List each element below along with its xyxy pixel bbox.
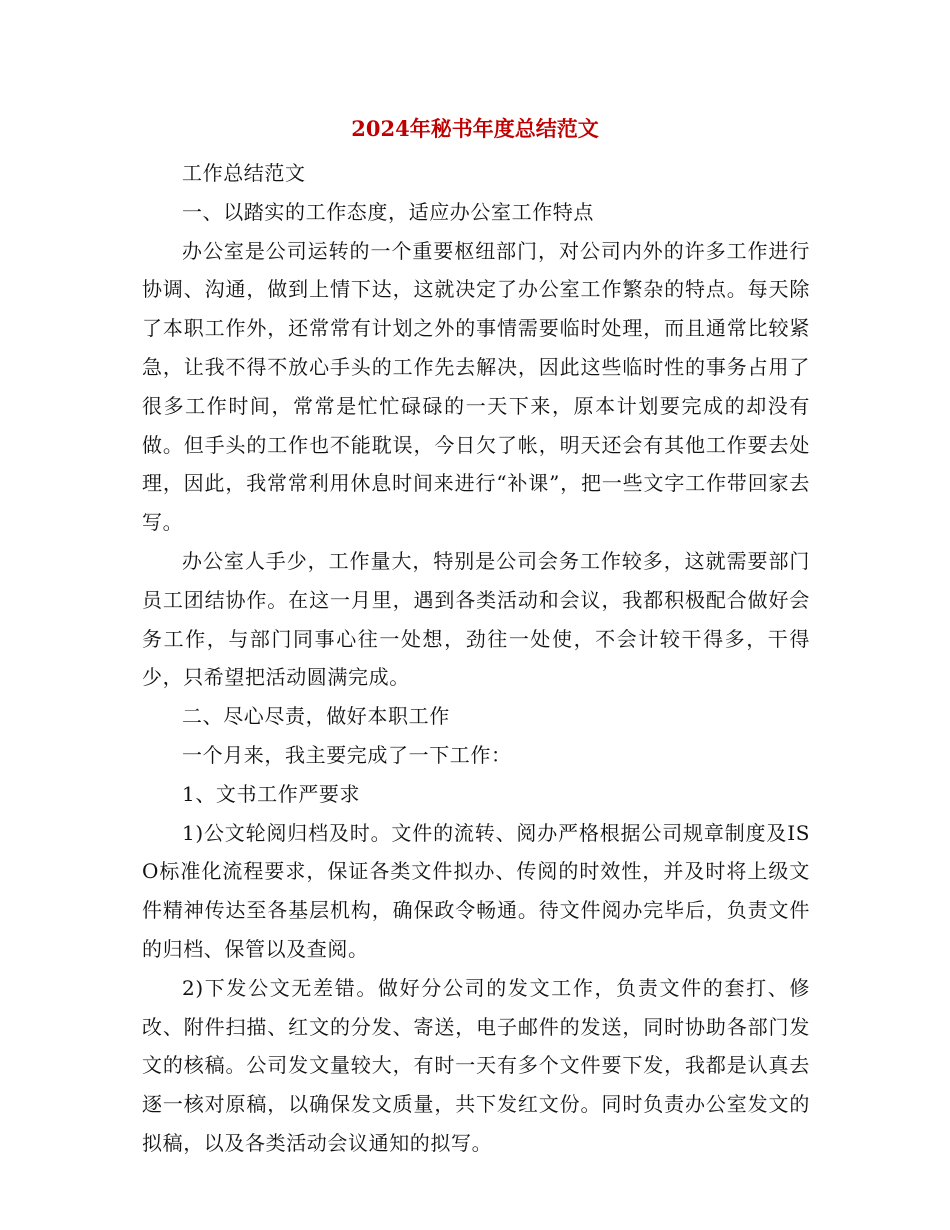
document-title: 2024年秘书年度总结范文 [351, 116, 599, 141]
document-body [142, 154, 810, 1163]
paragraph-9: 2)下发公文无差错。做好分公司的发文工作，负责文件的套打、修改、附件扫描、红文的分发、寄送，电子邮件的发送，同时协助各部门发文的核稿。公司发文量较大，有时一天有多个文件要下发，我都是认真去逐一核对原稿，以确保发文质量，共下发红文份。同时负责办公室发文的拟稿，以及各类活动会议通知的拟写。 [142, 975, 810, 1155]
paragraph-1: 工作总结范文 [182, 161, 306, 185]
subsection-heading-1: 1、文书工作严要求 [182, 781, 361, 806]
paragraph-8: 1)公文轮阅归档及时。文件的流转、阅办严格根据公司规章制度及ISO标准化流程要求，保证各类文件拟办、传阅的时效性，并及时将上级文件精神传达至各基层机构，确保政令畅通。待文件阅办完毕后，负责文件的归档、保管以及查阅。 [142, 820, 810, 961]
paragraph-3: 办公室是公司运转的一个重要枢纽部门，对公司内外的许多工作进行协调、沟通，做到上情下达，这就决定了办公室工作繁杂的特点。每天除了本职工作外，还常常有计划之外的事情需要临时处理，而且通常比较紧急，让我不得不放心手头的工作先去解决，因此这些临时性的事务占用了很多工作时间，常常是忙忙碌碌的一天下来，原本计划要完成的却没有做。但手头的工作也不能耽误，今日欠了帐，明天还会有其他工作要去处理，因此，我常常利用休息时间来进行“补课”，把一些文字工作带回家去写。 [142, 238, 810, 535]
paragraph-4: 办公室人手少，工作量大，特别是公司会务工作较多，这就需要部门员工团结协作。在这一月里，遇到各类活动和会议，我都积极配合做好会务工作，与部门同事心往一处想，劲往一处使，不会计较干得多，干得少，只希望把活动圆满完成。 [142, 548, 810, 690]
section-heading-2: 二、尽心尽责，做好本职工作 [182, 704, 450, 729]
section-heading-1: 一、以踏实的工作态度，适应办公室工作特点 [182, 199, 594, 224]
paragraph-6: 一个月来，我主要完成了一下工作： [182, 742, 512, 767]
